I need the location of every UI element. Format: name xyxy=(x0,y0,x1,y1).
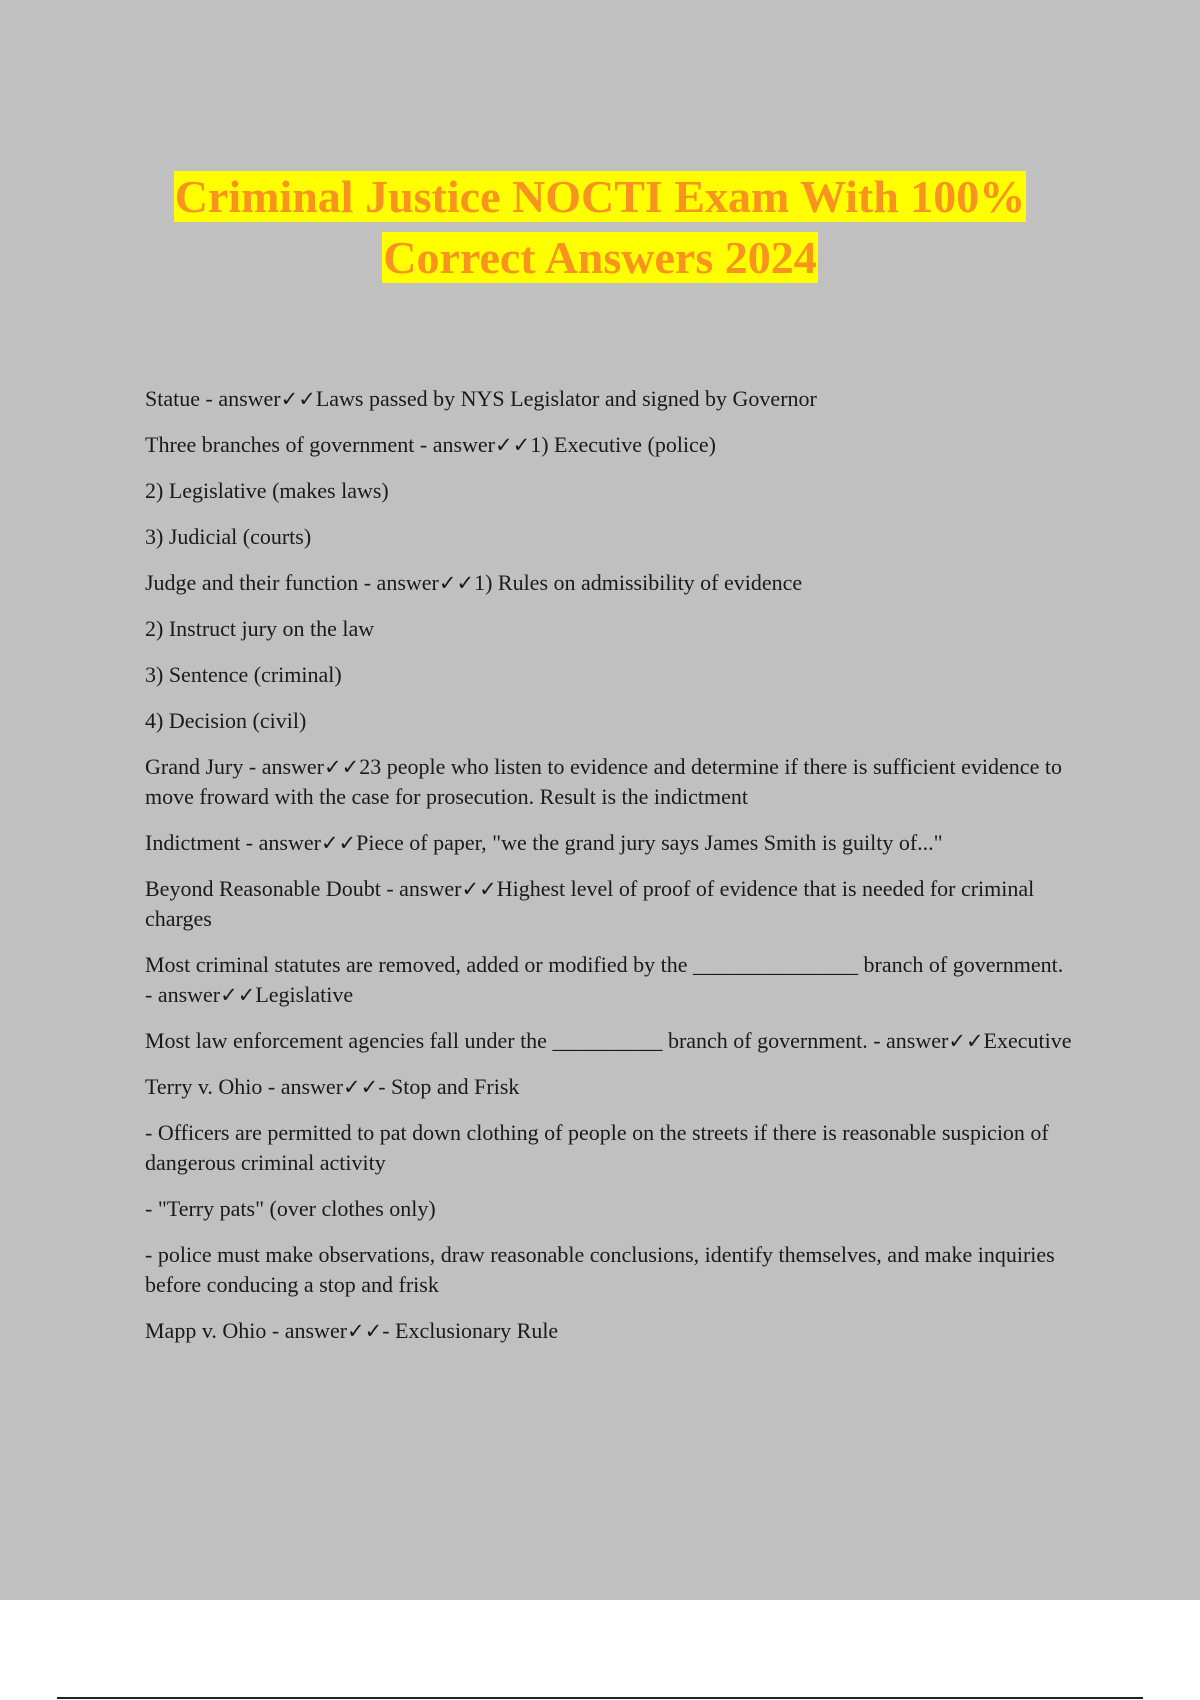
answer-continuation: 2) Legislative (makes laws) xyxy=(145,478,389,503)
answer-continuation: - Officers are permitted to pat down clothing of people on the streets if there is reasonable suspicion of dangerous criminal activity xyxy=(145,1120,1049,1175)
question-text: Indictment - answer xyxy=(145,830,321,855)
answer-text: Executive xyxy=(983,1028,1072,1053)
double-check-icon: ✓✓ xyxy=(324,755,360,779)
double-check-icon: ✓✓ xyxy=(280,387,316,411)
answer-text: 1) Rules on admissibility of evidence xyxy=(474,570,803,595)
answer-text: - Stop and Frisk xyxy=(378,1074,520,1099)
document-title xyxy=(0,166,1200,288)
qa-paragraph xyxy=(145,568,1075,598)
title-line-2: Correct Answers 2024 xyxy=(383,232,817,283)
double-check-icon: ✓✓ xyxy=(343,1075,379,1099)
question-text: Three branches of government - answer xyxy=(145,432,496,457)
qa-paragraph xyxy=(145,1194,1075,1224)
answer-text: Laws passed by NYS Legislator and signed by Governor xyxy=(315,386,817,411)
qa-paragraph xyxy=(145,1072,1075,1102)
qa-paragraph xyxy=(145,1026,1075,1056)
qa-paragraph xyxy=(145,828,1075,858)
double-check-icon: ✓✓ xyxy=(438,571,475,595)
qa-paragraph xyxy=(145,950,1075,1010)
question-text: Most law enforcement agencies fall under the __________ branch of government. - answer xyxy=(145,1028,949,1053)
answer-continuation: - "Terry pats" (over clothes only) xyxy=(145,1196,436,1221)
answer-text: Highest level of proof of evidence that is needed for criminal charges xyxy=(145,876,1035,931)
double-check-icon: ✓✓ xyxy=(495,433,531,457)
answer-text: Piece of paper, "we the grand jury says James Smith is guilty of..." xyxy=(356,830,943,855)
qa-paragraph xyxy=(145,706,1075,736)
question-text: Judge and their function - answer xyxy=(145,570,439,595)
answer-text: 23 people who listen to evidence and determine if there is sufficient evidence to move froward with the case for prosecution. Result is the indictment xyxy=(145,754,1062,809)
answer-text: 1) Executive (police) xyxy=(530,432,716,457)
double-check-icon: ✓✓ xyxy=(461,877,497,901)
qa-paragraph xyxy=(145,614,1075,644)
question-text: Grand Jury - answer xyxy=(145,754,324,779)
question-text: Statue - answer xyxy=(145,386,281,411)
qa-paragraph xyxy=(145,1118,1075,1178)
answer-continuation: 3) Sentence (criminal) xyxy=(145,662,342,687)
qa-paragraph xyxy=(145,522,1075,552)
answer-continuation: 3) Judicial (courts) xyxy=(145,524,312,549)
qa-paragraph xyxy=(145,384,1075,414)
answer-continuation: 2) Instruct jury on the law xyxy=(145,616,375,641)
qa-paragraph xyxy=(145,1316,1075,1346)
document-body xyxy=(145,384,1075,1362)
question-text: Terry v. Ohio - answer xyxy=(145,1074,344,1099)
qa-paragraph xyxy=(145,660,1075,690)
answer-text: Legislative xyxy=(255,982,354,1007)
double-check-icon: ✓✓ xyxy=(948,1029,984,1053)
answer-continuation: 4) Decision (civil) xyxy=(145,708,307,733)
question-text: Most criminal statutes are removed, added or modified by the _______________ branch of government. - answer xyxy=(145,952,1064,1007)
qa-paragraph xyxy=(145,1240,1075,1300)
qa-paragraph xyxy=(145,430,1075,460)
qa-paragraph xyxy=(145,476,1075,506)
double-check-icon: ✓✓ xyxy=(320,831,357,855)
question-text: Mapp v. Ohio - answer xyxy=(145,1318,348,1343)
answer-text: - Exclusionary Rule xyxy=(382,1318,559,1343)
qa-paragraph xyxy=(145,874,1075,934)
double-check-icon: ✓✓ xyxy=(347,1319,383,1343)
qa-paragraph xyxy=(145,752,1075,812)
title-line-1: Criminal Justice NOCTI Exam With 100% xyxy=(174,171,1026,222)
footer-divider xyxy=(57,1697,1143,1699)
question-text: Beyond Reasonable Doubt - answer xyxy=(145,876,462,901)
answer-continuation: - police must make observations, draw reasonable conclusions, identify themselves, and make inquiries before conducing a stop and frisk xyxy=(145,1242,1055,1297)
double-check-icon: ✓✓ xyxy=(220,983,256,1007)
